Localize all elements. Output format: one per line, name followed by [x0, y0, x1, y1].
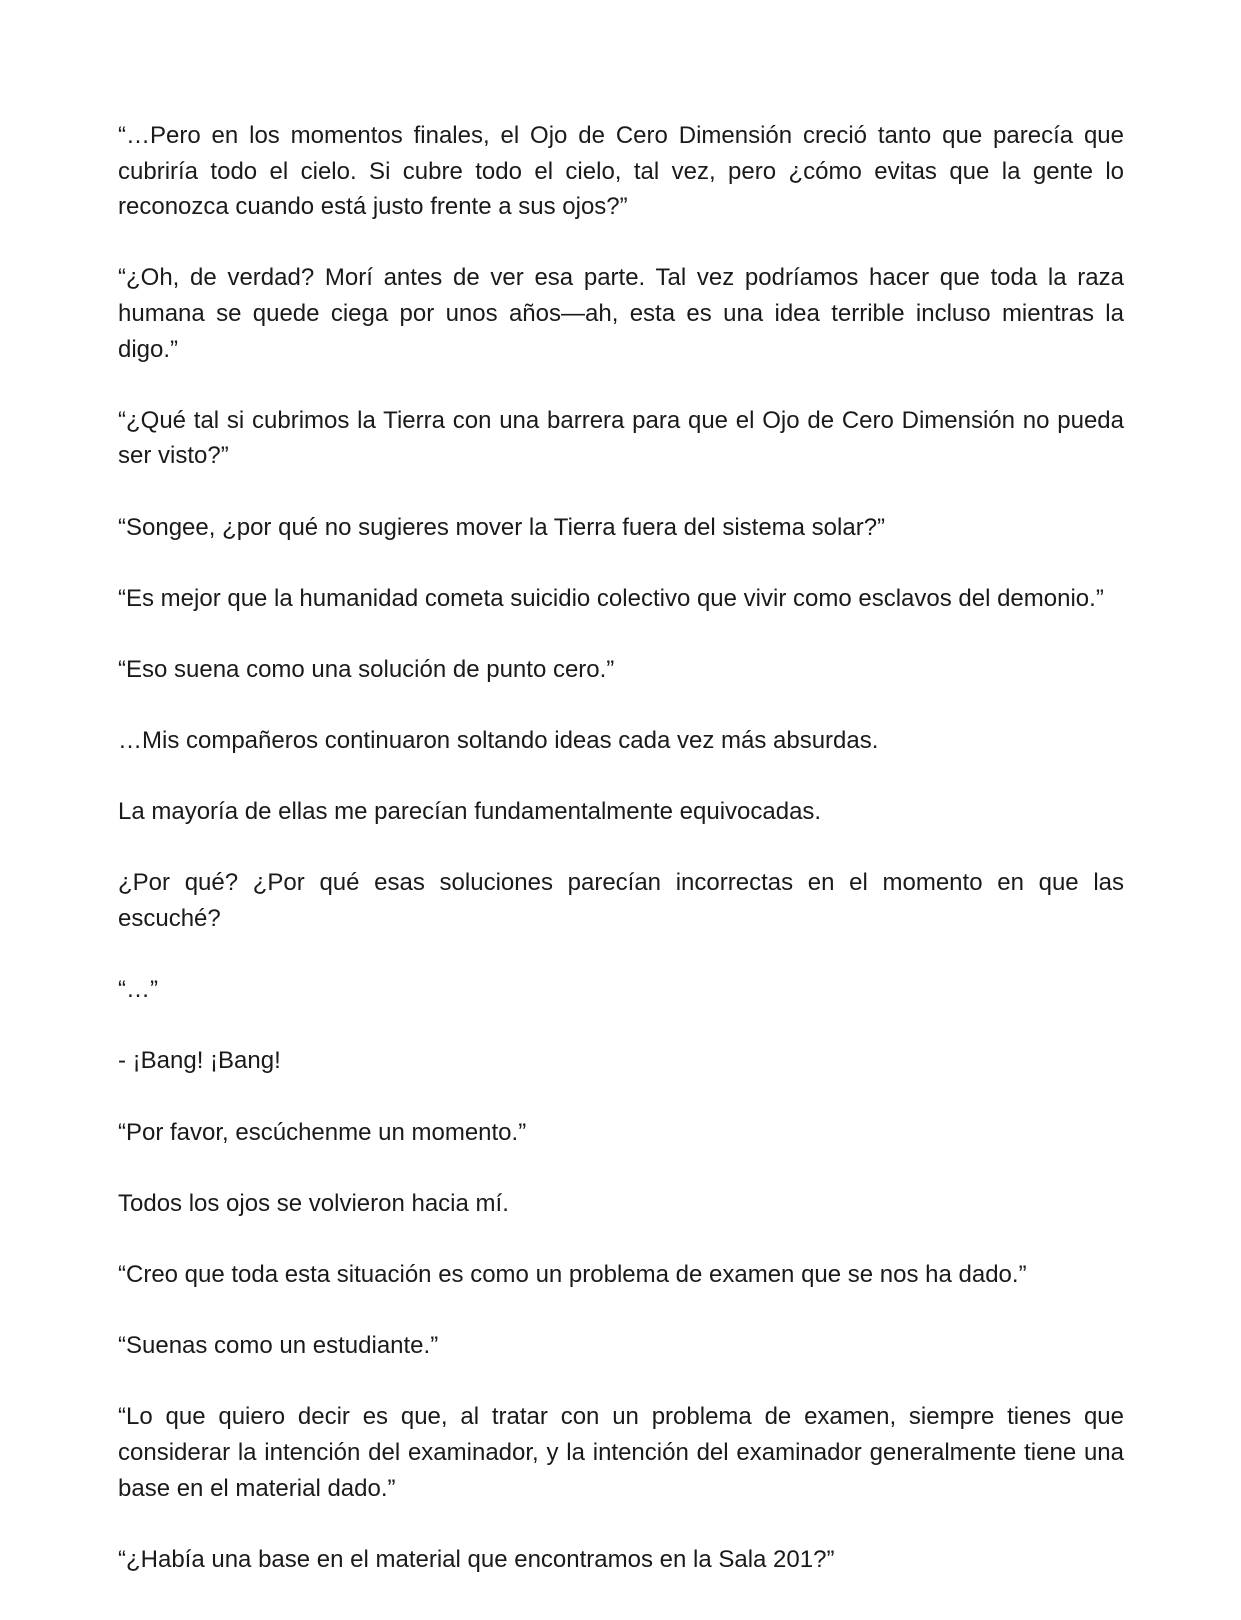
- paragraph: La mayoría de ellas me parecían fundamentalmente equivocadas.: [118, 798, 822, 826]
- paragraph: “Creo que toda esta situación es como un problema de examen que se nos ha dado.”: [118, 1261, 1027, 1288]
- paragraph: “Songee, ¿por qué no sugieres mover la Tierra fuera del sistema solar?”: [118, 513, 886, 541]
- paragraph: “…”: [118, 976, 158, 1004]
- paragraph: “Suenas como un estudiante.”: [118, 1332, 439, 1360]
- paragraph: “Por favor, escúchenme un momento.”: [118, 1118, 527, 1146]
- paragraph: “Lo que quiero decir es que, al tratar con un problema de examen, siempre tienes que considerar la intención del examinador, y la intención del examinador generalmente tiene una base en el material dado.”: [118, 1403, 1124, 1502]
- paragraph: “¿Oh, de verdad? Morí antes de ver esa parte. Tal vez podríamos hacer que toda la raza humana se quede ciega por unos años—ah, esta es una idea terrible incluso mientras la digo.”: [118, 264, 1124, 363]
- paragraph: ¿Por qué? ¿Por qué esas soluciones parecían incorrectas en el momento en que las escuché?: [118, 869, 1124, 933]
- paragraph: “¿Había una base en el material que encontramos en la Sala 201?”: [118, 1545, 835, 1573]
- paragraph: …Mis compañeros continuaron soltando ideas cada vez más absurdas.: [118, 727, 879, 755]
- paragraph: Todos los ojos se volvieron hacia mí.: [118, 1189, 509, 1217]
- paragraph: “¿Qué tal si cubrimos la Tierra con una barrera para que el Ojo de Cero Dimensión no pueda ser visto?”: [118, 406, 1124, 470]
- paragraph: “…Pero en los momentos finales, el Ojo de Cero Dimensión creció tanto que parecía que cubriría todo el cielo. Si cubre todo el cielo, tal vez, pero ¿cómo evitas que la gente lo reconozca cuando está justo frente a sus ojos?”: [118, 122, 1124, 221]
- paragraph: - ¡Bang! ¡Bang!: [118, 1047, 281, 1075]
- paragraph: “Es mejor que la humanidad cometa suicidio colectivo que vivir como esclavos del demonio.”: [118, 584, 1104, 612]
- document-page: [118, 118, 1124, 1577]
- paragraph: “Eso suena como una solución de punto cero.”: [118, 655, 615, 683]
